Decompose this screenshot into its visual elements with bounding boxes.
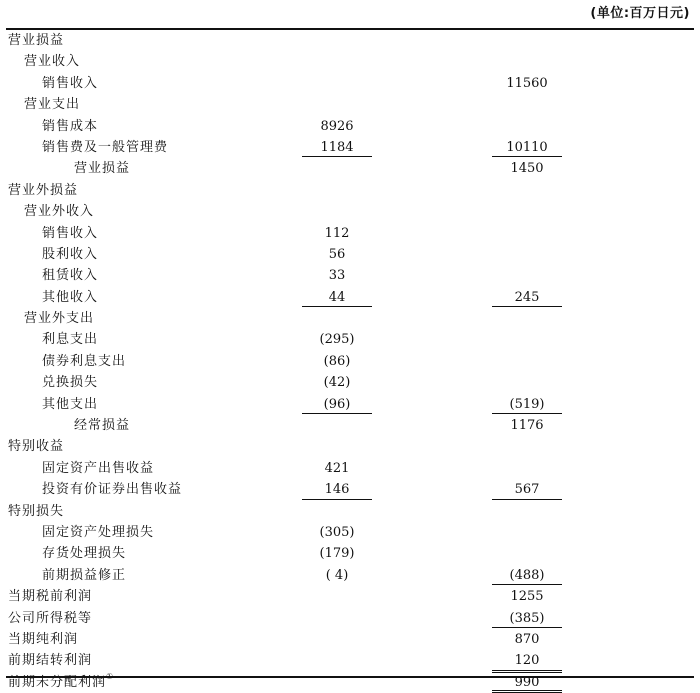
value-column-1: (86) bbox=[323, 353, 351, 369]
row-label: 特别收益 bbox=[8, 439, 65, 455]
value-column-2: 990 bbox=[514, 674, 540, 690]
table-row bbox=[0, 415, 700, 436]
value-column-1: 112 bbox=[324, 225, 350, 241]
table-row bbox=[0, 501, 700, 522]
income-statement-table bbox=[0, 30, 700, 693]
table-row bbox=[0, 394, 700, 415]
row-label: 营业外支出 bbox=[24, 311, 95, 327]
row-label: 营业收入 bbox=[24, 54, 81, 70]
bottom-rule bbox=[6, 676, 694, 678]
value-column-1: 146 bbox=[324, 482, 350, 498]
row-label: 销售收入 bbox=[42, 225, 99, 241]
table-row bbox=[0, 180, 700, 201]
value-column-1: ( 4) bbox=[325, 567, 349, 583]
row-label: 固定资产处理损失 bbox=[42, 524, 155, 540]
row-label: 其他支出 bbox=[42, 396, 99, 412]
value-column-2: 245 bbox=[514, 289, 540, 305]
value-column-1: 56 bbox=[328, 246, 346, 262]
value-column-2: (385) bbox=[509, 610, 545, 626]
value-column-2: 870 bbox=[514, 631, 540, 647]
value-column-1: (305) bbox=[319, 524, 355, 540]
row-label: 当期纯利润 bbox=[8, 631, 79, 647]
value-column-1: 421 bbox=[324, 460, 350, 476]
value-column-2: 10110 bbox=[506, 139, 548, 155]
value-column-1: 8926 bbox=[320, 118, 354, 134]
table-row bbox=[0, 458, 700, 479]
row-label: 存货处理损失 bbox=[42, 546, 127, 562]
row-label: 前期未分配利润① bbox=[8, 671, 115, 690]
value-column-1: 1184 bbox=[320, 139, 354, 155]
row-label: 营业支出 bbox=[24, 97, 81, 113]
row-label: 股利收入 bbox=[42, 246, 99, 262]
row-label: 其他收入 bbox=[42, 289, 99, 305]
table-row bbox=[0, 137, 700, 158]
subtotal-rule bbox=[492, 670, 562, 671]
table-row bbox=[0, 94, 700, 115]
row-label: 前期损益修正 bbox=[42, 567, 127, 583]
row-label: 投资有价证券出售收益 bbox=[42, 482, 183, 498]
table-row bbox=[0, 629, 700, 650]
row-label: 营业外损益 bbox=[8, 182, 79, 198]
row-label: 经常损益 bbox=[74, 418, 131, 434]
row-label: 销售费及一般管理费 bbox=[42, 139, 169, 155]
subtotal-rule bbox=[492, 627, 562, 628]
row-label: 利息支出 bbox=[42, 332, 99, 348]
value-column-2: 567 bbox=[514, 482, 540, 498]
row-label: 兑换损失 bbox=[42, 375, 99, 391]
row-label: 当期税前利润 bbox=[8, 589, 93, 605]
table-row bbox=[0, 351, 700, 372]
table-row bbox=[0, 543, 700, 564]
subtotal-rule bbox=[492, 672, 562, 673]
table-row bbox=[0, 565, 700, 586]
row-label: 债券利息支出 bbox=[42, 353, 127, 369]
table-row bbox=[0, 116, 700, 137]
value-column-2: 1176 bbox=[510, 418, 544, 434]
table-row bbox=[0, 479, 700, 500]
table-row bbox=[0, 372, 700, 393]
value-column-1: 44 bbox=[328, 289, 346, 305]
row-label: 营业损益 bbox=[8, 33, 65, 48]
value-column-1: (96) bbox=[323, 396, 351, 412]
subtotal-rule bbox=[492, 584, 562, 585]
value-column-2: (519) bbox=[509, 396, 545, 412]
value-column-1: 33 bbox=[328, 268, 346, 284]
table-row bbox=[0, 30, 700, 51]
row-label: 营业损益 bbox=[74, 161, 131, 177]
value-column-1: (295) bbox=[319, 332, 355, 348]
value-column-2: (488) bbox=[509, 567, 545, 583]
subtotal-rule bbox=[302, 306, 372, 307]
row-label: 公司所得税等 bbox=[8, 610, 93, 626]
table-row bbox=[0, 265, 700, 286]
table-row bbox=[0, 436, 700, 457]
unit-label: (单位:百万日元) bbox=[590, 6, 690, 21]
table-row bbox=[0, 287, 700, 308]
subtotal-rule bbox=[492, 499, 562, 500]
row-label: 前期结转利润 bbox=[8, 653, 93, 669]
subtotal-rule bbox=[302, 156, 372, 157]
row-label: 销售收入 bbox=[42, 75, 99, 91]
table-row bbox=[0, 608, 700, 629]
subtotal-rule bbox=[492, 413, 562, 414]
value-column-1: (42) bbox=[323, 375, 351, 391]
value-column-2: 120 bbox=[514, 653, 540, 669]
table-row bbox=[0, 586, 700, 607]
subtotal-rule bbox=[492, 306, 562, 307]
row-label: 销售成本 bbox=[42, 118, 99, 134]
table-row bbox=[0, 51, 700, 72]
row-label: 固定资产出售收益 bbox=[42, 460, 155, 476]
table-row bbox=[0, 201, 700, 222]
subtotal-rule bbox=[302, 499, 372, 500]
table-row bbox=[0, 158, 700, 179]
value-column-2: 1450 bbox=[510, 161, 544, 177]
table-row bbox=[0, 329, 700, 350]
value-column-2: 11560 bbox=[506, 75, 548, 91]
table-row bbox=[0, 650, 700, 671]
row-label: 租赁收入 bbox=[42, 268, 99, 284]
table-row bbox=[0, 672, 700, 693]
table-row bbox=[0, 223, 700, 244]
subtotal-rule bbox=[302, 413, 372, 414]
table-row bbox=[0, 308, 700, 329]
table-row bbox=[0, 73, 700, 94]
table-row bbox=[0, 522, 700, 543]
row-label: 营业外收入 bbox=[24, 204, 95, 220]
subtotal-rule bbox=[492, 156, 562, 157]
footnote-marker: ① bbox=[106, 671, 115, 681]
table-row bbox=[0, 244, 700, 265]
row-label: 特别损失 bbox=[8, 503, 65, 519]
value-column-1: (179) bbox=[319, 546, 355, 562]
value-column-2: 1255 bbox=[510, 589, 544, 605]
